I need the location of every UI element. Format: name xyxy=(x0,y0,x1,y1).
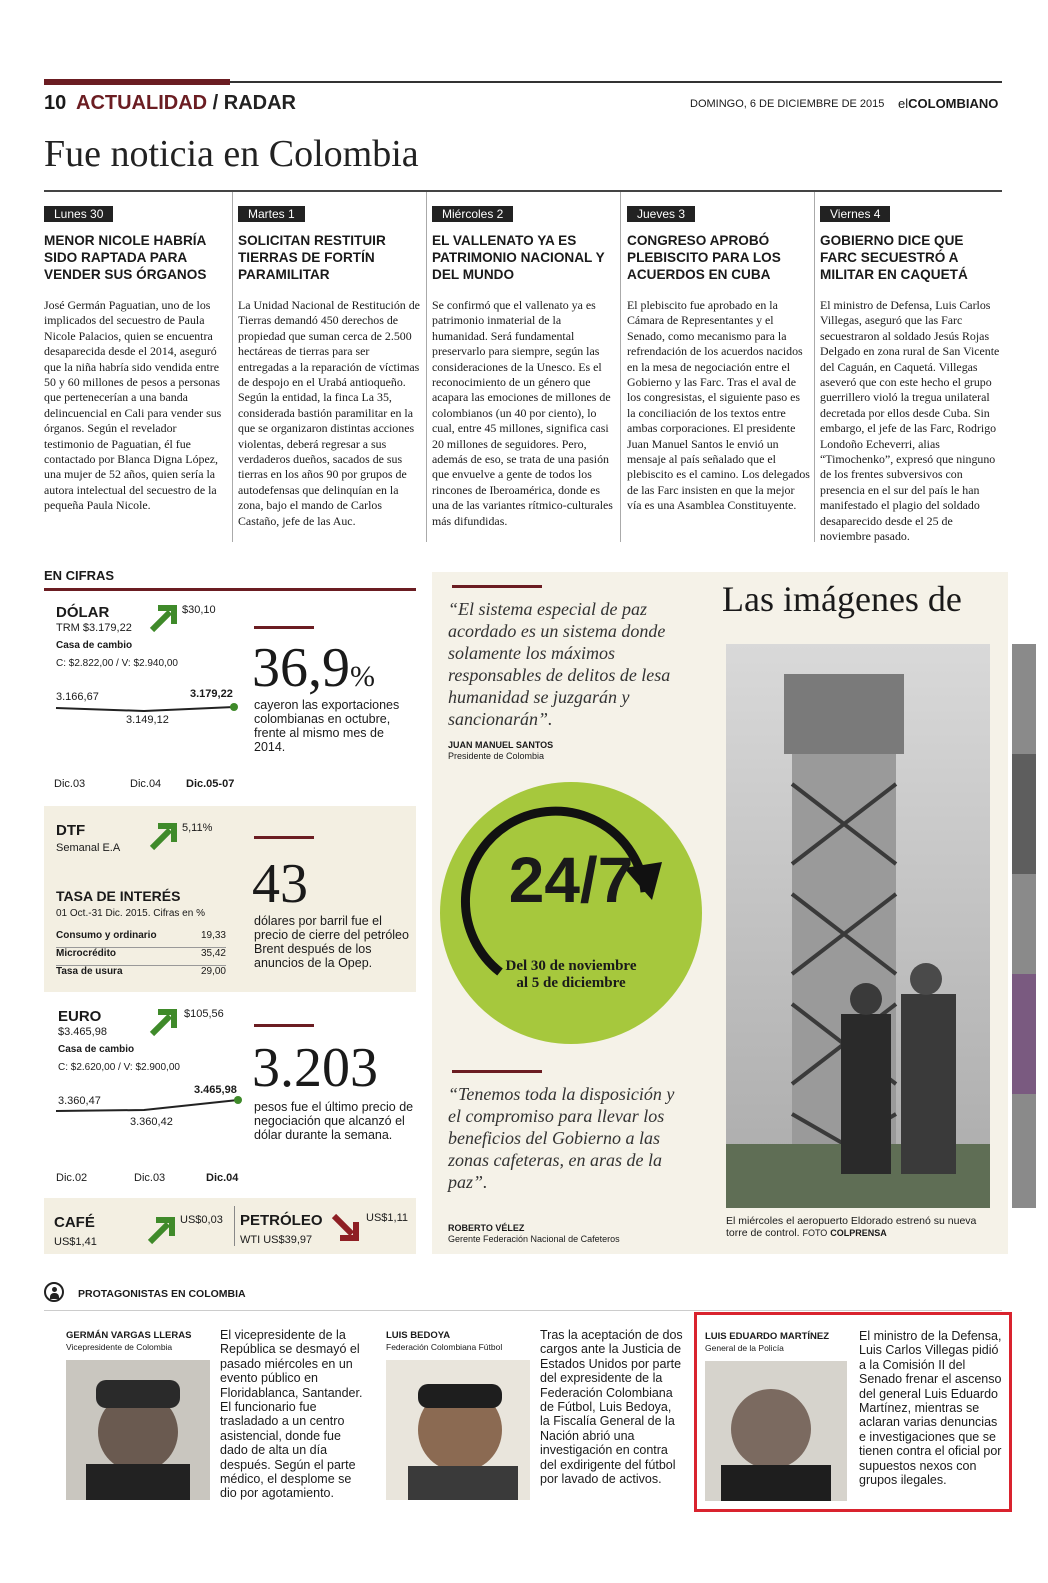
tasa-row-label: Microcrédito xyxy=(56,948,117,959)
page-number: 10 xyxy=(44,92,67,114)
day-tag: Viernes 4 xyxy=(820,206,890,222)
protagonistas-label: PROTAGONISTAS EN COLOMBIA xyxy=(78,1288,246,1300)
top-rule-accent xyxy=(44,79,230,85)
cifras-label: EN CIFRAS xyxy=(44,568,115,583)
tasa-sub: 01 Oct.-31 Dic. 2015. Cifras en % xyxy=(56,908,205,919)
column-divider xyxy=(620,192,621,542)
newspaper-logo xyxy=(898,96,998,111)
euro-date-2: Dic.03 xyxy=(134,1172,166,1184)
euro-point-2: 3.360,42 xyxy=(130,1116,173,1128)
chart-point xyxy=(230,703,238,711)
protagonist-card-highlighted xyxy=(694,1312,1012,1512)
protagonist-name: GERMÁN VARGAS LLERAS xyxy=(66,1330,192,1341)
tasa-row-value: 29,00 xyxy=(200,966,226,977)
photo-caption xyxy=(726,1215,996,1239)
stat-brent-text: dólares por barril fue el precio de cierre del petróleo Brent después de los anuncios de la Opep. xyxy=(254,914,409,970)
arrow-up-icon xyxy=(148,602,180,634)
day-column-jueves xyxy=(627,190,810,545)
tasa-table xyxy=(56,930,226,983)
day-body: Se confirmó que el vallenato ya es patrimonio inmaterial de la humanidad. Será fundamental preservarlo para siempre, según las consideraciones de la Unesco. Es el reconocimiento de un género que acapara las emociones de millones de colombianos (un 40 por ciento), lo cual, entre 45 millones, significa casi 20 millones de seguidores. Pero, además de eso, se trata de una pasión que envuelve a gente de todos los rincones de Iberoamérica, donde es una de las variantes rítmico-culturales más difundidas. xyxy=(432,298,613,528)
protagonist-photo xyxy=(705,1361,847,1501)
day-tag: Miércoles 2 xyxy=(432,206,513,222)
day-headline: GOBIERNO DICE QUE FARC SECUESTRÓ A MILITAR EN CAQUETÁ xyxy=(820,233,968,282)
dolar-point-2: 3.149,12 xyxy=(126,714,169,726)
protagonist-body: El vicepresidente de la República se desmayó el pasado miércoles en un evento público en Floridablanca, Santander. El funcionario fue trasladado a un centro asistencial, donde fue dado de alta un día después. Según el parte médico, el desplome se dio por agotamiento. xyxy=(220,1328,363,1501)
dolar-block xyxy=(44,596,244,796)
stat-rule xyxy=(254,626,314,629)
day-headline: EL VALLENATO YA ES PATRIMONIO NACIONAL Y DEL MUNDO xyxy=(432,233,605,282)
section-label: ACTUALIDAD xyxy=(76,92,208,114)
day-column-martes xyxy=(238,190,421,545)
euro-point-1: 3.360,47 xyxy=(58,1095,101,1107)
quote-rule xyxy=(452,585,542,588)
stat-exports-unit: % xyxy=(350,660,375,693)
quote-velez: “Tenemos toda la disposición y el compromiso para llevar los beneficios del Gobierno a las zonas cafeteras, en aras de la paz”. xyxy=(448,1084,675,1192)
arrow-up-icon xyxy=(148,820,180,852)
protagonist-name: LUIS EDUARDO MARTÍNEZ xyxy=(705,1331,830,1342)
quote-santos-author: JUAN MANUEL SANTOS xyxy=(448,740,554,750)
day-body: El plebiscito fue aprobado en la Cámara de Representantes y el Senado, como mecanismo para la refrendación de los acuerdos nacidos en la mesa de negociación entre el Gobierno y las Farc. Tras el aval de los congresistas, el siguiente paso es la conciliación de los textos entre ambas corporaciones. El presidente Juan Manuel Santos le envió un mensaje al país señalado que el plebiscito es el camino. Los delegados de las Farc insisten en que la mejor vía es una Asamblea Constituyente. xyxy=(627,298,810,513)
day-headline: SOLICITAN RESTITUIR TIERRAS DE FORTÍN PARAMILITAR xyxy=(238,233,386,282)
stat-exports xyxy=(252,637,375,705)
euro-line-chart xyxy=(54,1096,244,1116)
petroleo-change: US$1,11 xyxy=(366,1212,408,1224)
euro-date-1: Dic.02 xyxy=(56,1172,88,1184)
quote-velez-author: ROBERTO VÉLEZ xyxy=(448,1223,525,1233)
euro-value: $3.465,98 xyxy=(58,1026,107,1038)
euro-point-3: 3.465,98 xyxy=(194,1084,237,1096)
issue-date: DOMINGO, 6 DE DICIEMBRE DE 2015 xyxy=(690,98,885,110)
commodities-divider xyxy=(234,1206,235,1246)
control-tower-photo xyxy=(726,644,990,1208)
protagonistas-rule xyxy=(44,1310,1002,1311)
day-column-viernes xyxy=(820,190,1003,545)
caption-credit: COLPRENSA xyxy=(830,1228,887,1238)
section-name xyxy=(76,92,296,115)
column-divider xyxy=(814,192,815,542)
stat-dolar-value: 3.203 xyxy=(252,1037,378,1099)
stat-brent-value: 43 xyxy=(252,853,308,915)
chart-point xyxy=(234,1096,242,1104)
protagonist-body: Tras la aceptación de dos cargos ante la Justicia de Estados Unidos por parte del expresidente de la Federación Colombiana de Fútbol, Luis Bedoya, la Fiscalía General de la Nación abrió una investigación en contra del exdirigente del fútbol por lavado de activos. xyxy=(540,1328,683,1487)
cafe-title: CAFÉ xyxy=(54,1214,95,1231)
arrow-up-icon xyxy=(148,1006,180,1038)
caption-text: El miércoles el aeropuerto Eldorado estrenó su nueva torre de control. xyxy=(726,1215,977,1239)
person-icon xyxy=(44,1282,64,1302)
dolar-point-1: 3.166,67 xyxy=(56,691,99,703)
day-tag: Lunes 30 xyxy=(44,206,113,222)
euro-casa-label: Casa de cambio xyxy=(58,1044,135,1055)
protagonist-body: El ministro de la Defensa, Luis Carlos Villegas pidió a la Comisión II del Senado frenar el ascenso del general Luis Eduardo Martínez, mientras se aclaran varias denuncias e investigaciones que se tienen contra el oficial por supuestos nexos con grupos ilegales. xyxy=(859,1329,1002,1488)
petroleo-title: PETRÓLEO xyxy=(240,1212,323,1229)
day-body: La Unidad Nacional de Restitución de Tierras demandó 450 derechos de propiedad que suman cerca de 2.500 hectáreas de tierras para ser entregadas a la reparación de víctimas de despojo en el Urabá antioqueño. Según la entidad, la finca La 35, considerada bastión paramilitar en la que se organizaron distintas acciones violentas, deberá regresar a sus verdaderos dueños, sacados de sus tierras en los años 90 por grupos de autodefensas que delinquían en la zona, bajo el mando de Carlos Castaño, jefe de las Auc. xyxy=(238,298,420,528)
protagonist-role: General de la Policía xyxy=(705,1343,784,1353)
day-column-lunes xyxy=(44,190,227,545)
dolar-line-chart xyxy=(54,702,240,716)
euro-date-3: Dic.04 xyxy=(206,1172,239,1184)
dolar-casa-label: Casa de cambio xyxy=(56,640,133,651)
day-tag: Martes 1 xyxy=(238,206,305,222)
day-body: José Germán Paguatian, uno de los implicados del secuestro de Paula Nicole Palacios, quien se encuentra desaparecida desde el 2014, aseguró que la niña habría sido vendida entre 50 y 60 millones de pesos a personas que pertenecerían a una banda delincuencial en Cali para vender sus órganos. Según el revelador testimonio de Paguatian, él fue contactado por Blanca Digna López, una mujer de 52 años, quien sería la autora intelectual del secuestro de la pequeña Paula Nicole. xyxy=(44,298,222,513)
stat-dolar-text: pesos fue el último precio de negociación que alcanzó el dólar durante la semana. xyxy=(254,1100,414,1142)
cafe-value: US$1,41 xyxy=(54,1236,97,1248)
tasa-row-value: 35,42 xyxy=(200,948,226,959)
cifras-rule xyxy=(44,588,416,591)
stat-rule xyxy=(254,836,314,839)
dtf-title: DTF xyxy=(56,822,86,839)
caption-credit-label: FOTO xyxy=(802,1228,828,1238)
quote-rule xyxy=(452,1070,542,1073)
column-divider xyxy=(232,192,233,542)
tasa-row-label: Consumo y ordinario xyxy=(56,930,157,941)
dtf-change: 5,11% xyxy=(182,822,213,834)
dolar-cv: C: $2.822,00 / V: $2.940,00 xyxy=(56,658,178,669)
side-photo-strip xyxy=(1012,644,1036,1208)
badge-main: 24/7 xyxy=(508,844,634,916)
day-body: El ministro de Defensa, Luis Carlos Villegas, aseguró que las Farc secuestraron al soldado Jesús Rojas Delgado en zona rural de San Vicente del Caguán, en Caquetá. Villegas aseveró que con este hecho el grupo guerrillero violó la tregua unilateral decretada por ellos desde Cuba. Sin embargo, el jefe de las Farc, Rodrigo Londoño Echeverri, alias “Timochenko”, expresó que ninguno de los frentes subversivos con presencia en el sur del país le han manifestado el plagio del soldado desaparecido desde el 25 de noviembre pasado. xyxy=(820,298,1000,544)
arrow-down-icon xyxy=(330,1212,362,1244)
day-headline: CONGRESO APROBÓ PLEBISCITO PARA LOS ACUERDOS EN CUBA xyxy=(627,233,781,282)
day-headline: MENOR NICOLE HABRÍA SIDO RAPTADA PARA VENDER SUS ÓRGANOS xyxy=(44,233,207,282)
stat-exports-text: cayeron las exportaciones colombianas en octubre, frente al mismo mes de 2014. xyxy=(254,698,400,754)
cafe-change: US$0,03 xyxy=(180,1214,223,1226)
quote-velez-role: Gerente Federación Nacional de Cafeteros xyxy=(448,1234,620,1244)
dolar-point-3: 3.179,22 xyxy=(190,688,233,700)
protagonist-photo xyxy=(66,1360,210,1500)
images-title: Las imágenes de xyxy=(722,579,962,619)
quote-santos-role: Presidente de Colombia xyxy=(448,751,545,761)
stat-rule xyxy=(254,1024,314,1027)
euro-block xyxy=(44,1000,244,1190)
dolar-date-3: Dic.05-07 xyxy=(186,778,235,790)
dtf-sub: Semanal E.A xyxy=(56,842,121,854)
day-tag: Jueves 3 xyxy=(627,206,695,222)
newspaper-logo-name: COLOMBIANO xyxy=(908,96,999,111)
dolar-date-2: Dic.04 xyxy=(130,778,162,790)
badge-line-2: al 5 de diciembre xyxy=(516,975,626,991)
dolar-change: $30,10 xyxy=(182,604,216,616)
badge-line-1: Del 30 de noviembre xyxy=(505,958,637,974)
tasa-row-label: Tasa de usura xyxy=(56,966,123,977)
tasa-row-value: 19,33 xyxy=(200,930,226,941)
subsection-label: / RADAR xyxy=(212,92,296,114)
tasa-row xyxy=(56,966,226,983)
tasa-title: TASA DE INTERÉS xyxy=(56,888,181,904)
protagonist-card xyxy=(380,1314,692,1504)
protagonist-role: Federación Colombiana Fútbol xyxy=(386,1342,503,1352)
protagonist-photo xyxy=(386,1360,530,1500)
column-divider xyxy=(426,192,427,542)
petroleo-value: WTI US$39,97 xyxy=(240,1234,313,1246)
euro-title: EURO xyxy=(58,1008,102,1025)
dolar-title: DÓLAR xyxy=(56,604,110,621)
protagonist-role: Vicepresidente de Colombia xyxy=(66,1342,173,1352)
tasa-row xyxy=(56,930,226,948)
stat-exports-value: 36,9 xyxy=(252,637,350,699)
dolar-trm: TRM $3.179,22 xyxy=(56,622,132,634)
euro-cv: C: $2.620,00 / V: $2.900,00 xyxy=(58,1062,180,1073)
newspaper-logo-prefix: el xyxy=(898,96,909,111)
tasa-row xyxy=(56,948,226,966)
protagonist-name: LUIS BEDOYA xyxy=(386,1330,451,1341)
arrow-up-icon xyxy=(146,1214,178,1246)
euro-change: $105,56 xyxy=(184,1008,224,1020)
day-column-miercoles xyxy=(432,190,615,545)
quote-santos: “El sistema especial de paz acordado es un sistema donde solamente los máximos responsables de delitos de lesa humanidad se juzgarán y sancionarán”. xyxy=(448,599,671,729)
protagonist-card xyxy=(60,1314,372,1504)
dolar-date-1: Dic.03 xyxy=(54,778,86,790)
page-headline: Fue noticia en Colombia xyxy=(44,133,419,175)
